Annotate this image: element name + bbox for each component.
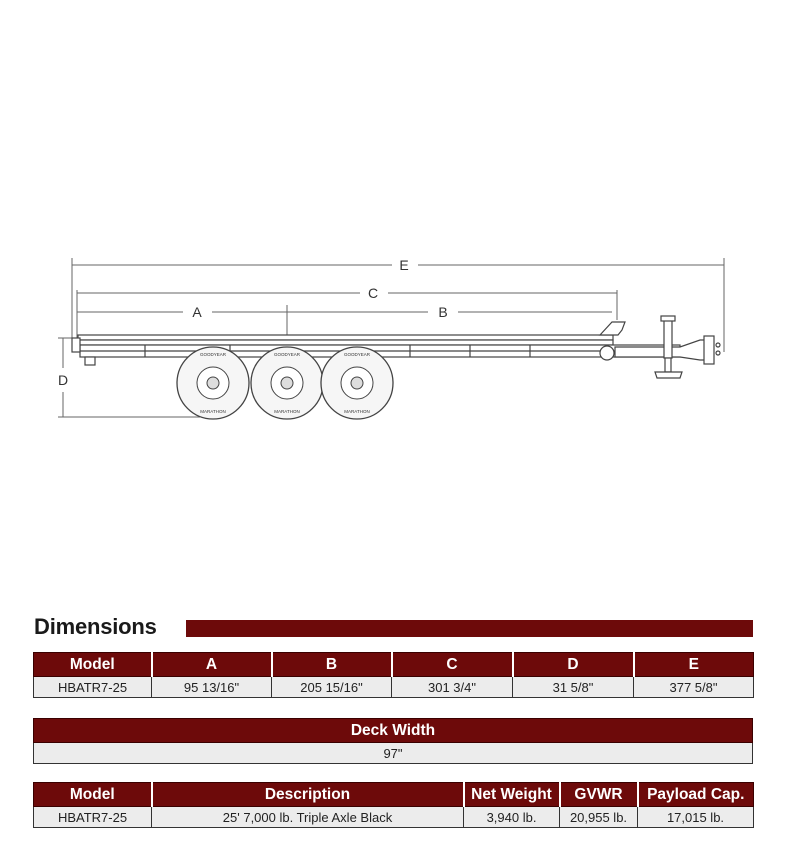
column-header-model: Model	[34, 783, 152, 807]
cell-net-weight: 3,940 lb.	[464, 807, 560, 828]
tire-1-model: MARATHON	[200, 409, 226, 414]
column-header-model: Model	[34, 653, 152, 677]
dimension-label-c: C	[367, 285, 379, 301]
dimensions-table	[33, 652, 754, 698]
dimension-label-d: D	[57, 372, 69, 388]
table-header-row	[34, 719, 753, 743]
cell-c: 301 3/4"	[392, 677, 513, 698]
cell-payload-cap: 17,015 lb.	[638, 807, 754, 828]
cell-e: 377 5/8"	[634, 677, 754, 698]
column-header-a: A	[152, 653, 272, 677]
tire-1	[177, 347, 249, 419]
table-header-row	[34, 783, 754, 807]
tire-2-model: MARATHON	[274, 409, 300, 414]
table-row	[34, 743, 753, 764]
tire-1-brand: GOODYEAR	[199, 352, 227, 357]
column-header-gvwr: GVWR	[560, 783, 638, 807]
column-header-deck-width: Deck Width	[34, 719, 753, 743]
section-title-dimensions: Dimensions	[34, 614, 157, 639]
column-header-b: B	[272, 653, 392, 677]
section-title-bar	[186, 620, 753, 637]
column-header-description: Description	[152, 783, 464, 807]
dimension-label-e: E	[399, 257, 409, 273]
cell-description: 25' 7,000 lb. Triple Axle Black	[152, 807, 464, 828]
cell-gvwr: 20,955 lb.	[560, 807, 638, 828]
trailer-side-view-diagram	[0, 230, 788, 430]
cell-d: 31 5/8"	[513, 677, 634, 698]
tire-2-brand: GOODYEAR	[273, 352, 301, 357]
column-header-payload-cap: Payload Cap.	[638, 783, 754, 807]
column-header-net-weight: Net Weight	[464, 783, 560, 807]
tire-2	[251, 347, 323, 419]
cell-a: 95 13/16"	[152, 677, 272, 698]
column-header-d: D	[513, 653, 634, 677]
column-header-c: C	[392, 653, 513, 677]
tire-3-model: MARATHON	[344, 409, 370, 414]
cell-b: 205 15/16"	[272, 677, 392, 698]
trailer-frame	[72, 316, 720, 378]
table-row	[34, 807, 754, 828]
dimension-c	[77, 290, 617, 340]
dimension-label-b: B	[438, 304, 448, 320]
deck-width-table	[33, 718, 753, 764]
description-table	[33, 782, 754, 828]
cell-model: HBATR7-25	[34, 807, 152, 828]
column-header-e: E	[634, 653, 754, 677]
cell-deck-width: 97"	[34, 743, 753, 764]
tire-3-brand: GOODYEAR	[343, 352, 371, 357]
tire-3	[321, 347, 393, 419]
cell-model: HBATR7-25	[34, 677, 152, 698]
table-header-row	[34, 653, 754, 677]
dimension-label-a: A	[192, 304, 202, 320]
table-row	[34, 677, 754, 698]
